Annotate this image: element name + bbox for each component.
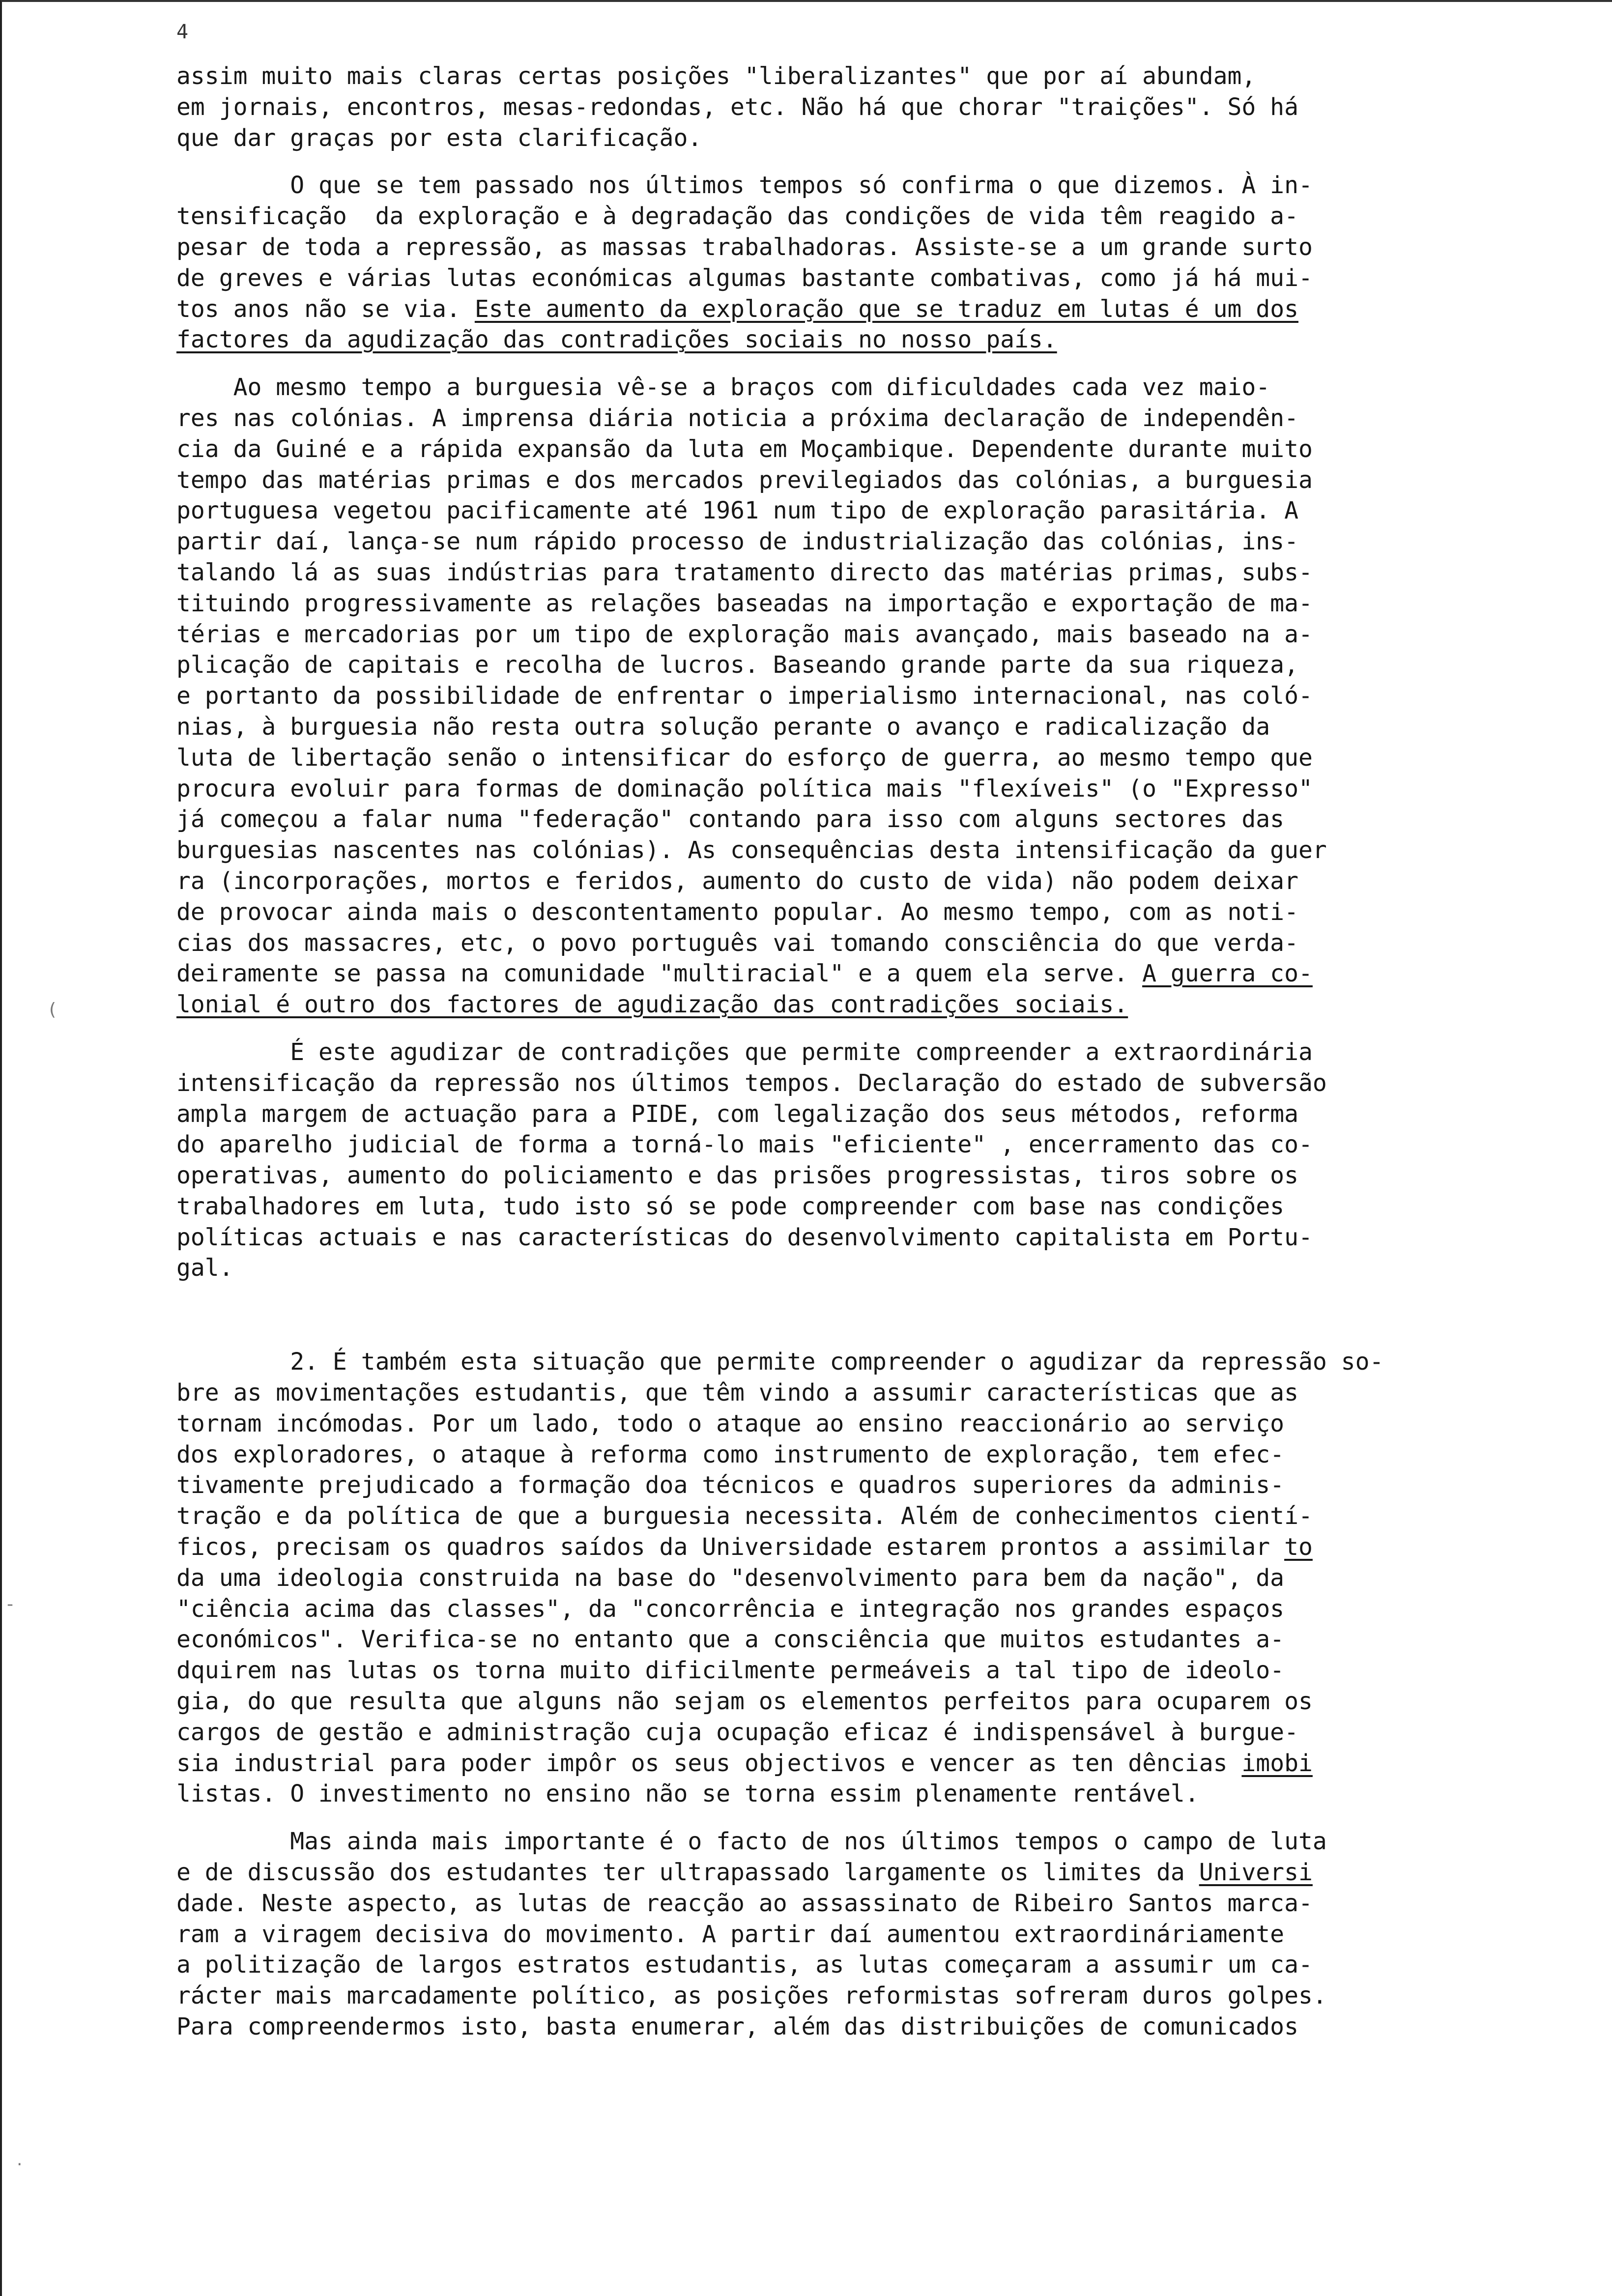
text-line (176, 1037, 1597, 1068)
text-segment: e de discussão dos estudantes ter ultrapassado largamente os limites da (176, 1859, 1199, 1887)
text-segment: em jornais, encontros, mesas-redondas, etc. Não há que chorar "traições". Só há (176, 93, 1298, 121)
paragraph (176, 1826, 1597, 2042)
text-segment: nias, à burguesia não resta outra solução perante o avanço e radicalização da (176, 713, 1270, 741)
text-line (176, 1439, 1597, 1470)
text-segment: cia da Guiné e a rápida expansão da luta em Moçambique. Dependente durante muito (176, 435, 1313, 463)
text-line (176, 1378, 1597, 1408)
text-line (176, 294, 1597, 325)
text-segment: gia, do que resulta que alguns não sejam os elementos perfeitos para ocuparem os (176, 1688, 1313, 1716)
paragraph (176, 61, 1597, 153)
text-segment: sia industrial para poder impôr os seus objectivos e vencer as ten dências (176, 1749, 1242, 1777)
paragraph (176, 170, 1597, 355)
text-segment: tensificação da exploração e à degradação das condições de vida têm reagido a- (176, 202, 1298, 230)
text-line (176, 92, 1597, 123)
text-line (176, 1501, 1597, 1532)
text-line (176, 650, 1597, 681)
page-mark: 4 (176, 21, 189, 43)
text-segment: procura evoluir para formas de dominação política mais "flexíveis" (o "Expresso" (176, 775, 1313, 803)
text-segment: tivamente prejudicado a formação doa técnicos e quadros superiores da adminis- (176, 1471, 1285, 1499)
text-segment: deiramente se passa na comunidade "multiracial" e a quem ela serve. (176, 960, 1143, 988)
text-line (176, 619, 1597, 650)
text-line (176, 681, 1597, 712)
text-line (176, 774, 1597, 804)
text-segment: portuguesa vegetou pacificamente até 1961 num tipo de exploração parasitária. A (176, 497, 1298, 525)
text-segment: ampla margem de actuação para a PIDE, com legalização dos seus métodos, reforma (176, 1100, 1298, 1128)
text-line (176, 495, 1597, 526)
text-segment: É este agudizar de contradições que permite compreender a extraordinária (176, 1038, 1313, 1066)
text-line (176, 61, 1597, 92)
text-line (176, 1408, 1597, 1439)
text-segment: tração e da política de que a burguesia necessita. Além de conhecimentos cientí- (176, 1502, 1313, 1530)
text-segment: económicos". Verifica-se no entanto que a consciência que muitos estudantes a- (176, 1626, 1285, 1654)
text-line (176, 403, 1597, 434)
margin-mark: ( (49, 1000, 57, 1020)
text-segment: que dar graças por esta clarificação. (176, 124, 702, 152)
text-segment: ra (incorporações, mortos e feridos, aumento do custo de vida) não podem deixar (176, 867, 1298, 895)
text-segment: Ao mesmo tempo a burguesia vê-se a braços com dificuldades cada vez maio- (176, 373, 1270, 402)
text-line (176, 201, 1597, 232)
text-segment: res nas colónias. A imprensa diária noticia a próxima declaração de independên- (176, 404, 1298, 432)
text-segment: já começou a falar numa "federação" contando para isso com alguns sectores das (176, 805, 1285, 833)
text-line (176, 1826, 1597, 1857)
text-line (176, 712, 1597, 743)
text-line (176, 170, 1597, 201)
underlined-text: A guerra co- (1142, 960, 1313, 988)
text-segment: partir daí, lança-se num rápido processo de industrialização das colónias, ins- (176, 528, 1298, 556)
text-line (176, 1980, 1597, 2011)
text-line (176, 804, 1597, 835)
text-segment: assim muito mais claras certas posições "liberalizantes" que por aí abundam, (176, 62, 1256, 90)
text-line (176, 1160, 1597, 1191)
text-line (176, 1222, 1597, 1253)
text-segment: intensificação da repressão nos últimos tempos. Declaração do estado de subversão (176, 1069, 1327, 1097)
text-segment: Mas ainda mais importante é o facto de nos últimos tempos o campo de luta (176, 1828, 1327, 1856)
text-segment: Para compreendermos isto, basta enumerar, além das distribuições de comunicados (176, 2013, 1298, 2041)
text-segment: da uma ideologia construida na base do "desenvolvimento para bem da nação", da (176, 1564, 1285, 1592)
text-line (176, 1950, 1597, 1980)
text-segment: luta de libertação senão o intensificar do esforço de guerra, ao mesmo tempo que (176, 744, 1313, 772)
text-segment: de provocar ainda mais o descontentamento popular. Ao mesmo tempo, com as noti- (176, 898, 1298, 926)
text-line (176, 372, 1597, 403)
text-segment: ficos, precisam os quadros saídos da Universidade estarem prontos a assimilar (176, 1533, 1285, 1561)
text-segment: e portanto da possibilidade de enfrentar o imperialismo internacional, nas coló- (176, 682, 1313, 710)
text-line (176, 1686, 1597, 1717)
text-line (176, 1857, 1597, 1888)
text-segment: térias e mercadorias por um tipo de exploração mais avançado, mais baseado na a- (176, 620, 1313, 648)
text-line (176, 1253, 1597, 1284)
text-segment: 2. É também esta situação que permite compreender o agudizar da repressão so- (176, 1348, 1384, 1376)
text-line (176, 1594, 1597, 1625)
text-line (176, 1624, 1597, 1655)
text-segment: plicação de capitais e recolha de lucros. Baseando grande parte da sua riqueza, (176, 651, 1298, 679)
text-line (176, 263, 1597, 294)
text-segment: de greves e várias lutas económicas algumas bastante combativas, como já há mui- (176, 264, 1313, 292)
text-segment: a politização de largos estratos estudantis, as lutas começaram a assumir um ca- (176, 1951, 1313, 1979)
text-line (176, 1888, 1597, 1919)
text-line (176, 1655, 1597, 1686)
underlined-text: to (1284, 1533, 1313, 1561)
text-segment: cargos de gestão e administração cuja ocupação eficaz é indispensável à burgue- (176, 1718, 1298, 1746)
paragraph (176, 1347, 1597, 1809)
text-line (176, 743, 1597, 774)
text-line (176, 123, 1597, 154)
text-line (176, 1717, 1597, 1748)
text-line (176, 1347, 1597, 1378)
text-segment: bre as movimentações estudantis, que têm vindo a assumir características que as (176, 1379, 1298, 1407)
paragraph (176, 1037, 1597, 1284)
underlined-text: factores da agudização das contradições sociais no nosso país. (176, 326, 1057, 354)
text-line (176, 958, 1597, 989)
text-segment: tos anos não se via. (176, 295, 475, 323)
text-segment: dquirem nas lutas os torna muito dificilmente permeáveis a tal tipo de ideolo- (176, 1657, 1285, 1685)
text-segment: operativas, aumento do policiamento e das prisões progressistas, tiros sobre os (176, 1162, 1298, 1190)
text-line (176, 1532, 1597, 1563)
text-segment: pesar de toda a repressão, as massas trabalhadoras. Assiste-se a um grande surto (176, 233, 1313, 261)
text-line (176, 557, 1597, 588)
text-segment: listas. O investimento no ensino não se torna essim plenamente rentável. (176, 1780, 1199, 1808)
text-line (176, 1191, 1597, 1222)
text-line (176, 835, 1597, 866)
text-segment: burguesias nascentes nas colónias). As consequências desta intensificação da guer (176, 836, 1327, 864)
text-segment: do aparelho judicial de forma a torná-lo mais "eficiente" , encerramento das co- (176, 1131, 1313, 1159)
text-line (176, 588, 1597, 619)
text-line (176, 1563, 1597, 1594)
text-segment: tornam incómodas. Por um lado, todo o ataque ao ensino reaccionário ao serviço (176, 1409, 1285, 1437)
text-line (176, 2011, 1597, 2042)
text-segment: rácter mais marcadamente político, as posições reformistas sofreram duros golpes. (176, 1982, 1327, 2010)
text-segment: ram a viragem decisiva do movimento. A partir daí aumentou extraordináriamente (176, 1920, 1285, 1948)
text-segment: gal. (176, 1254, 233, 1282)
underlined-text: Este aumento da exploração que se traduz em lutas é um dos (474, 295, 1298, 323)
text-line (176, 232, 1597, 263)
paragraph (176, 372, 1597, 1020)
text-segment: talando lá as suas indústrias para tratamento directo das matérias primas, subs- (176, 558, 1313, 586)
text-line (176, 1068, 1597, 1099)
text-line (176, 897, 1597, 928)
text-segment: "ciência acima das classes", da "concorrência e integração nos grandes espaços (176, 1595, 1285, 1623)
text-line (176, 1470, 1597, 1501)
text-line (176, 1779, 1597, 1809)
underlined-text: Universi (1199, 1859, 1313, 1887)
text-line (176, 928, 1597, 959)
underlined-text: lonial é outro dos factores de agudização das contradições sociais. (176, 991, 1128, 1019)
document-text (176, 61, 1597, 2059)
text-line (176, 434, 1597, 465)
text-line (176, 1129, 1597, 1160)
underlined-text: imobi (1241, 1749, 1313, 1777)
text-segment: trabalhadores em luta, tudo isto só se pode compreender com base nas condições (176, 1192, 1285, 1220)
text-line (176, 526, 1597, 557)
text-segment: dos exploradores, o ataque à reforma como instrumento de exploração, tem efec- (176, 1440, 1285, 1468)
margin-mark: · (17, 2154, 23, 2175)
text-segment: políticas actuais e nas características do desenvolvimento capitalista em Portu- (176, 1223, 1313, 1251)
margin-mark: - (7, 1594, 13, 1614)
text-segment: dade. Neste aspecto, as lutas de reacção ao assassinato de Ribeiro Santos marca- (176, 1889, 1313, 1917)
text-line (176, 989, 1597, 1020)
text-line (176, 1099, 1597, 1130)
text-segment: cias dos massacres, etc, o povo português vai tomando consciência do que verda- (176, 929, 1298, 957)
text-segment: tituindo progressivamente as relações baseadas na importação e exportação de ma- (176, 589, 1313, 617)
text-segment: tempo das matérias primas e dos mercados previlegiados das colónias, a burguesia (176, 466, 1313, 494)
text-line (176, 866, 1597, 897)
text-line (176, 1919, 1597, 1950)
text-line (176, 324, 1597, 355)
text-line (176, 465, 1597, 496)
text-segment: O que se tem passado nos últimos tempos só confirma o que dizemos. À in- (176, 172, 1313, 200)
text-line (176, 1748, 1597, 1779)
